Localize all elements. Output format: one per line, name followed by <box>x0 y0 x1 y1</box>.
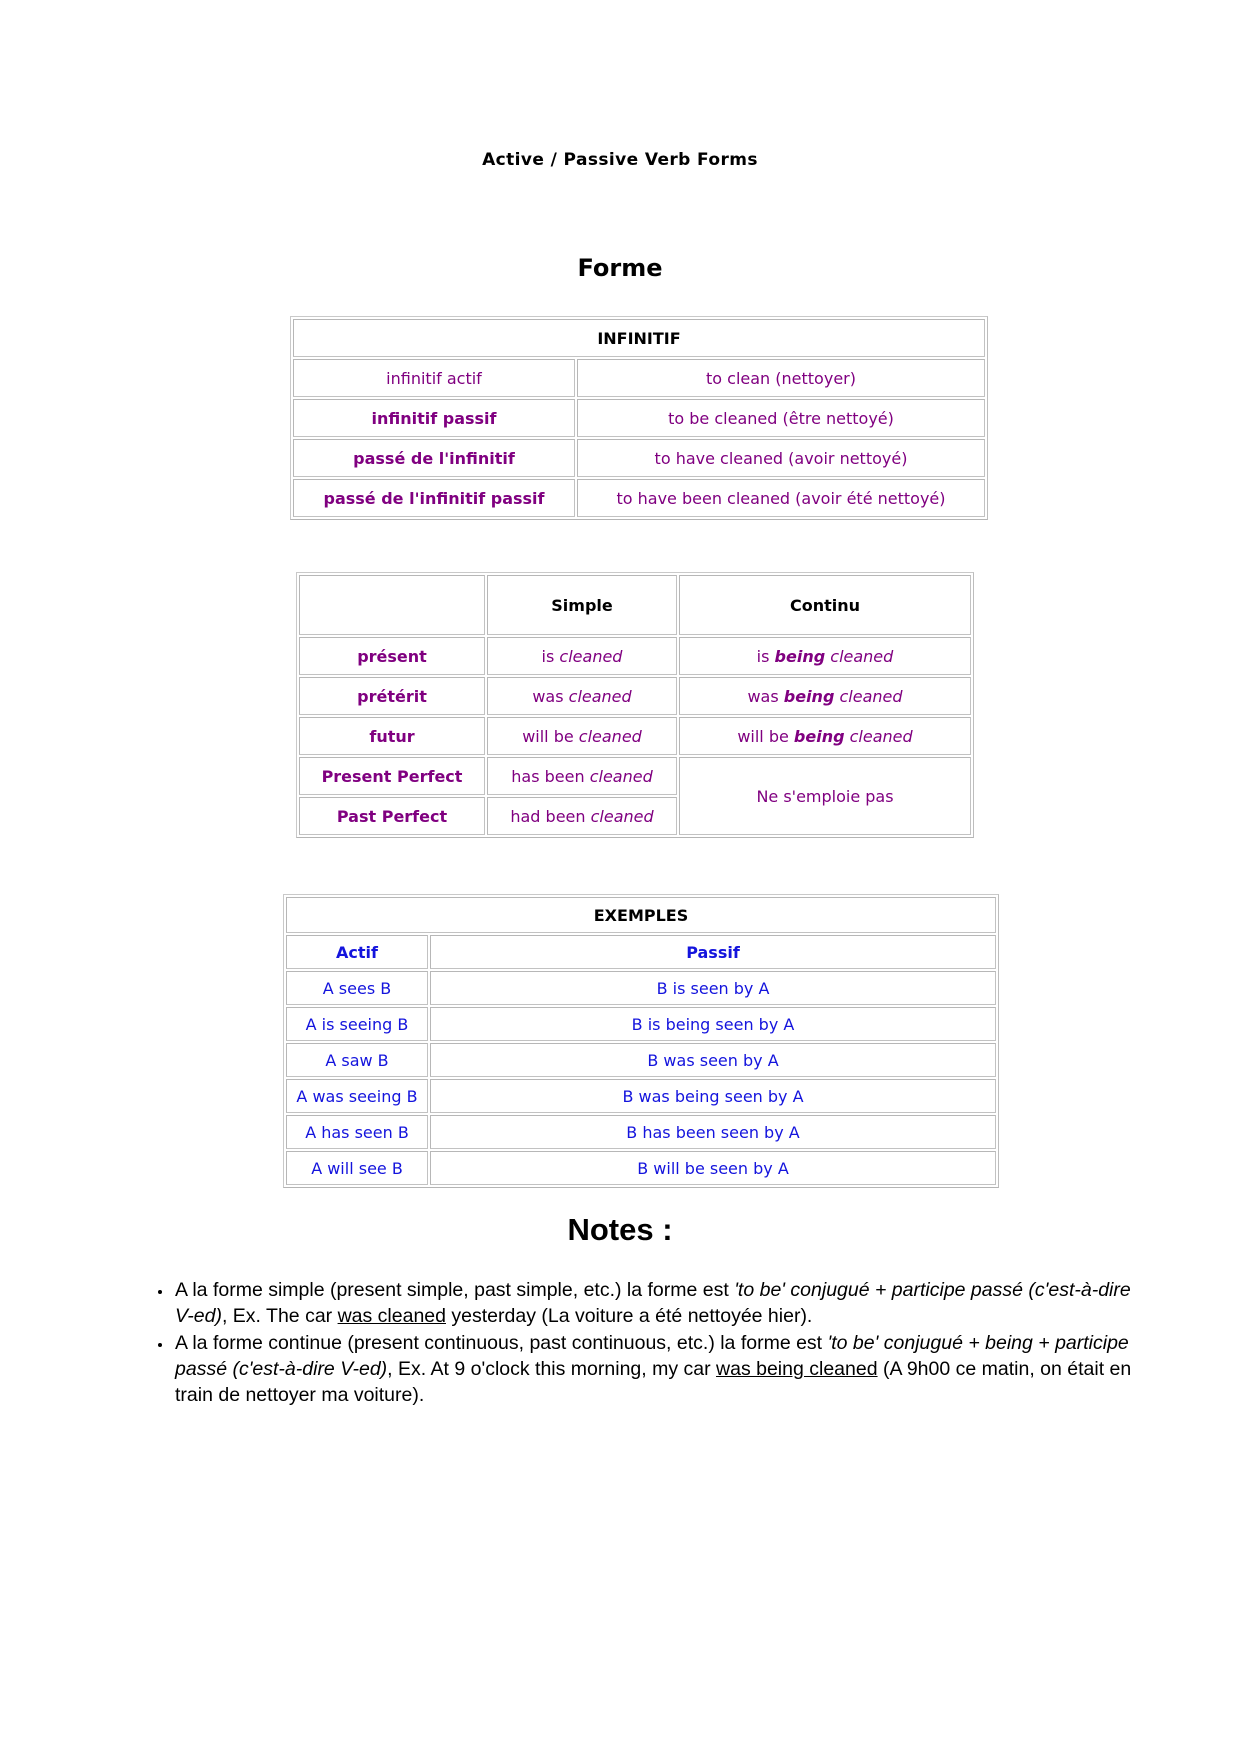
infinitif-table <box>290 316 988 520</box>
table-row <box>286 1079 996 1113</box>
document-title: Active / Passive Verb Forms <box>482 150 758 170</box>
row-value: to have been cleaned (avoir été nettoyé) <box>577 479 985 517</box>
empty-corner-cell <box>299 575 485 635</box>
note-text: , Ex. The car <box>221 1304 338 1327</box>
table-row <box>286 1043 996 1077</box>
continu-form-cell: was being cleaned <box>679 677 971 715</box>
simple-form-cell: is cleaned <box>487 637 677 675</box>
passif-column-header: Passif <box>430 935 996 969</box>
table-header-row <box>286 897 996 933</box>
row-label: passé de l'infinitif <box>293 439 575 477</box>
notes-heading: Notes : <box>567 1212 673 1247</box>
row-value: to have cleaned (avoir nettoyé) <box>577 439 985 477</box>
passif-example-cell: B is being seen by A <box>430 1007 996 1041</box>
passif-example-cell: B will be seen by A <box>430 1151 996 1185</box>
row-label: Past Perfect <box>299 797 485 835</box>
actif-example-cell: A saw B <box>286 1043 428 1077</box>
row-label: présent <box>299 637 485 675</box>
note-text-underline: was being cleaned <box>716 1358 878 1381</box>
row-label: futur <box>299 717 485 755</box>
infinitif-table-header: INFINITIF <box>293 319 985 357</box>
row-label: passé de l'infinitif passif <box>293 479 575 517</box>
not-used-cell: Ne s'emploie pas <box>679 757 971 835</box>
forme-heading: Forme <box>577 254 663 282</box>
table-header-row <box>299 575 971 635</box>
passif-example-cell: B was being seen by A <box>430 1079 996 1113</box>
row-label: Present Perfect <box>299 757 485 795</box>
note-text: (A 9h00 ce matin, on était en train de nettoyer ma voiture). <box>175 1358 1132 1406</box>
passif-example-cell: B was seen by A <box>430 1043 996 1077</box>
passif-example-cell: B has been seen by A <box>430 1115 996 1149</box>
table-row <box>293 439 985 477</box>
row-value: to clean (nettoyer) <box>577 359 985 397</box>
table-row <box>286 1151 996 1185</box>
table-row <box>286 1115 996 1149</box>
exemples-table <box>283 894 999 1188</box>
note-text: A la forme continue (present continuous, past continuous, etc.) la forme est <box>175 1332 828 1355</box>
table-row <box>299 637 971 675</box>
simple-column-header: Simple <box>487 575 677 635</box>
table-row <box>286 1007 996 1041</box>
note-text: A la forme simple (present simple, past simple, etc.) la forme est <box>175 1279 735 1301</box>
actif-example-cell: A sees B <box>286 971 428 1005</box>
note-item <box>173 1278 1140 1329</box>
table-row <box>293 399 985 437</box>
table-row <box>299 677 971 715</box>
actif-example-cell: A was seeing B <box>286 1079 428 1113</box>
row-label: infinitif passif <box>293 399 575 437</box>
note-text: yesterday (La voiture a été nettoyée hier). <box>445 1304 813 1327</box>
notes-list <box>140 1278 1140 1409</box>
tense-table <box>296 572 974 838</box>
table-row <box>299 717 971 755</box>
continu-form-cell: will be being cleaned <box>679 717 971 755</box>
note-text-italic: 'to be' conjugué + participe passé (c'est-à-dire V-ed) <box>175 1279 1131 1327</box>
passif-example-cell: B is seen by A <box>430 971 996 1005</box>
table-row <box>293 479 985 517</box>
note-text-underline: was cleaned <box>337 1304 446 1327</box>
table-row <box>299 757 971 795</box>
row-label: prétérit <box>299 677 485 715</box>
note-text-italic: 'to be' conjugué + being + participe passé (c'est-à-dire V-ed) <box>175 1332 1129 1381</box>
simple-form-cell: was cleaned <box>487 677 677 715</box>
simple-form-cell: has been cleaned <box>487 757 677 795</box>
note-item <box>173 1331 1140 1408</box>
note-text: , Ex. At 9 o'clock this morning, my car <box>387 1358 717 1381</box>
actif-example-cell: A is seeing B <box>286 1007 428 1041</box>
table-row <box>293 359 985 397</box>
actif-example-cell: A has seen B <box>286 1115 428 1149</box>
row-label: infinitif actif <box>293 359 575 397</box>
table-row <box>293 319 985 357</box>
actif-example-cell: A will see B <box>286 1151 428 1185</box>
exemples-table-header: EXEMPLES <box>286 897 996 933</box>
simple-form-cell: will be cleaned <box>487 717 677 755</box>
table-subheader-row <box>286 935 996 969</box>
table-row <box>286 971 996 1005</box>
row-value: to be cleaned (être nettoyé) <box>577 399 985 437</box>
actif-column-header: Actif <box>286 935 428 969</box>
simple-form-cell: had been cleaned <box>487 797 677 835</box>
continu-form-cell: is being cleaned <box>679 637 971 675</box>
continu-column-header: Continu <box>679 575 971 635</box>
